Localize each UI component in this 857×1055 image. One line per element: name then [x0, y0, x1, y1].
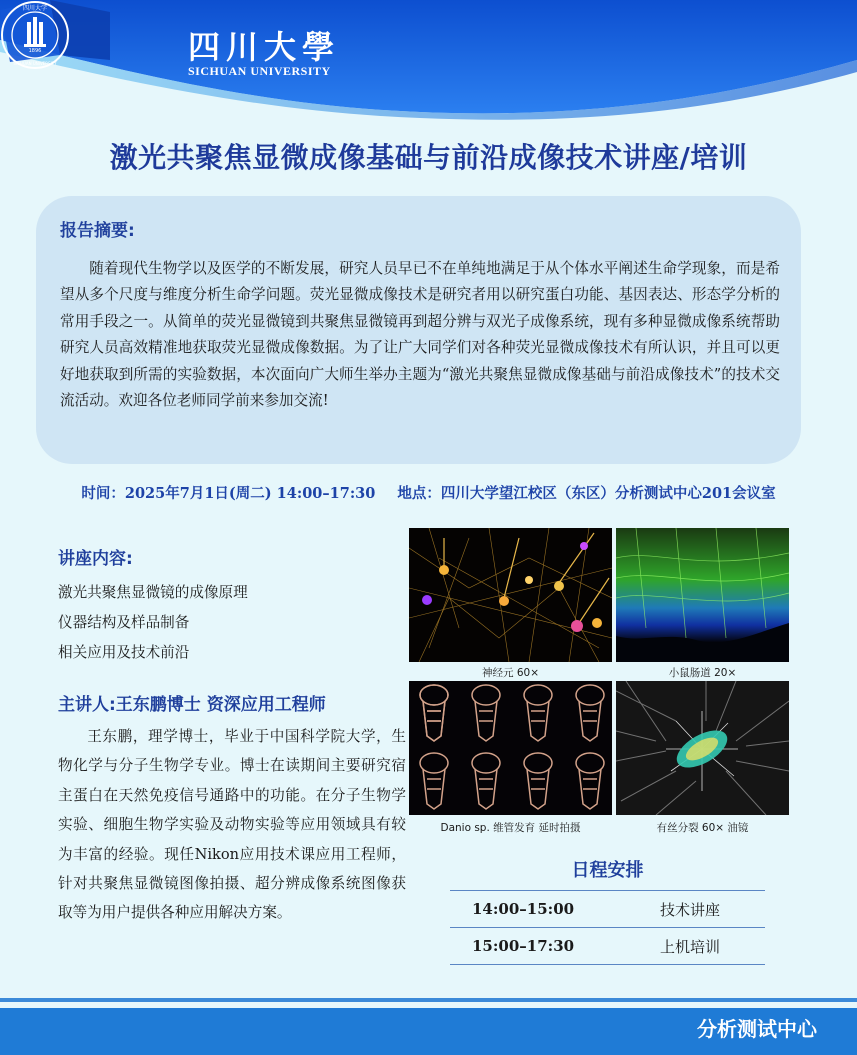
schedule-activity: 技术讲座: [632, 891, 765, 928]
mitosis-caption: 有丝分裂 60× 油镜: [656, 822, 749, 834]
footer-stripe: [0, 998, 857, 1002]
mitosis-image: [616, 681, 789, 815]
header-banner: [0, 0, 857, 120]
mouse-intestine-caption: 小鼠肠道 20×: [668, 667, 737, 679]
content-list: [58, 578, 248, 668]
content-heading: 讲座内容:: [58, 549, 133, 569]
header-wave-background: [0, 0, 857, 120]
abstract-heading: 报告摘要:: [60, 221, 135, 241]
schedule-activity: 上机培训: [632, 928, 765, 965]
zebrafish-caption: Danio sp. 维管发育 延时拍摄: [440, 822, 581, 834]
event-time: 时间：2025年7月1日(周二) 14:00–17:30: [81, 485, 376, 502]
event-info-line: [0, 482, 857, 503]
footer-org-name: 分析测试中心: [697, 1017, 817, 1041]
sichuan-university-seal-icon: [0, 0, 70, 70]
schedule-time: 15:00–17:30: [450, 928, 632, 965]
table-row: [450, 891, 765, 928]
page-title: 激光共聚焦显微成像基础与前沿成像技术讲座/培训: [109, 141, 748, 174]
schedule-table: [450, 890, 765, 965]
content-item: 激光共聚焦显微镜的成像原理: [58, 584, 248, 601]
svg-text:SICHUAN UNIVERSITY: SICHUAN UNIVERSITY: [13, 61, 57, 66]
neuron-caption: 神经元 60×: [482, 667, 539, 679]
neuron-image: [409, 528, 612, 662]
content-item: 仪器结构及样品制备: [58, 614, 190, 631]
schedule-title: 日程安排: [571, 860, 644, 881]
speaker-bio: 王东鹏，理学博士，毕业于中国科学院大学，生物化学与分子生物学专业。博士在读期间主要研究宿主蛋白在天然免疫信号通路中的功能。在分子生物学实验、细胞生物学实验及动物实验等应用领域具有较为丰富的经验。现任Nikon应用技术课应用工程师，针对共聚焦显微镜图像拍摄、超分辨成像系统图像获取等为用户提供各种应用解决方案。: [58, 728, 406, 922]
speaker-heading: 主讲人:王东鹏博士 资深应用工程师: [58, 695, 326, 715]
schedule-time: 14:00–15:00: [450, 891, 632, 928]
zebrafish-vascular-image: [409, 681, 612, 815]
university-name-en: SICHUAN UNIVERSITY: [188, 64, 331, 78]
abstract-text: 随着现代生物学以及医学的不断发展，研究人员早已不在单纯地满足于从个体水平阐述生命学现象，而是希望从多个尺度与维度分析生命学问题。荧光显微成像技术是研究者用以研究蛋白功能、基因表达、形态学分析的常用手段之一。从简单的荧光显微镜到共聚焦显微镜再到超分辨与双光子成像系统，现有多种显微成像系统帮助研究人员高效精准地获取荧光显微成像数据。为了让广大同学们对各种荧光显微成像技术有所认识，并且可以更好地获取到所需的实验数据，本次面向广大师生举办主题为“激光共聚焦显微成像基础与前沿成像技术”的技术交流活动。欢迎各位老师同学前来参加交流!: [60, 260, 780, 410]
content-item: 相关应用及技术前沿: [58, 644, 190, 661]
event-location: 地点：四川大学望江校区（东区）分析测试中心201会议室: [397, 485, 776, 502]
svg-text:四川大学: 四川大学: [22, 5, 48, 12]
svg-text:1896: 1896: [28, 48, 42, 54]
university-name-cn: 四川大學: [188, 28, 341, 66]
mouse-intestine-image: [616, 528, 789, 662]
table-row: [450, 928, 765, 965]
